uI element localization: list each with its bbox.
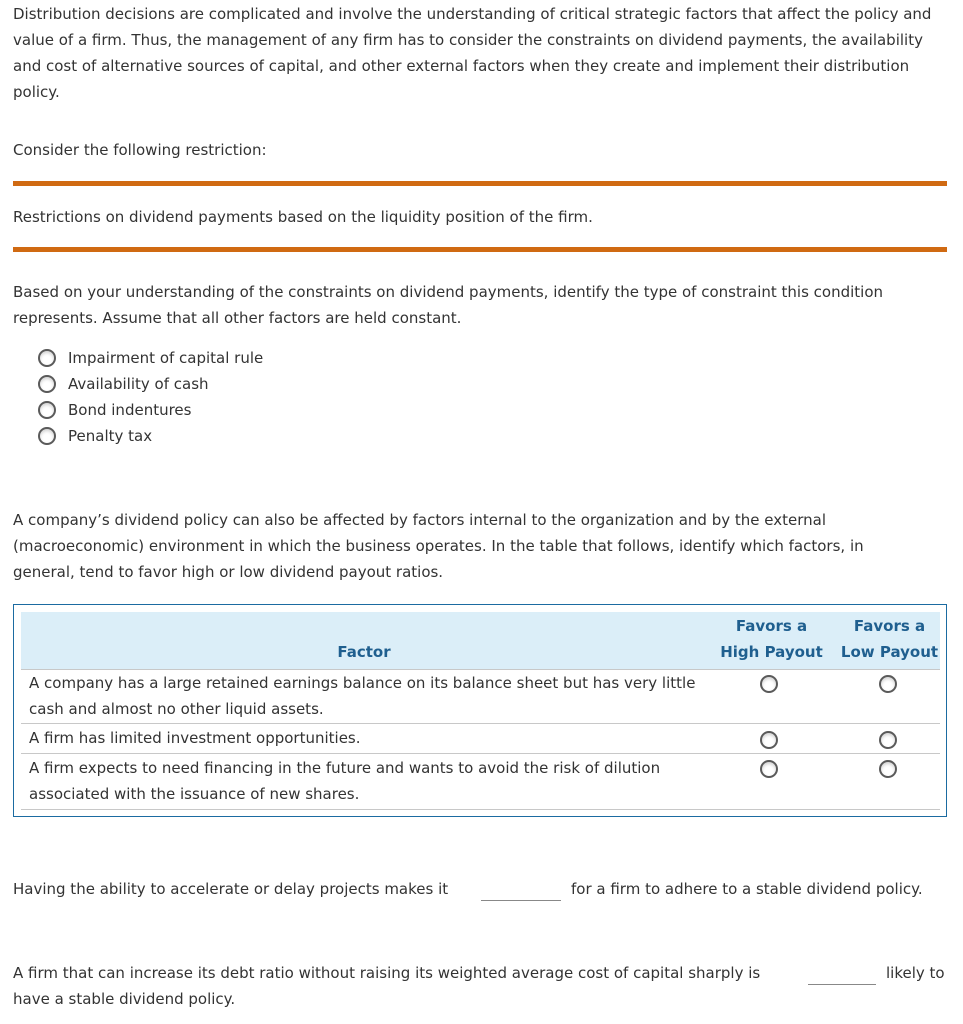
radio-button[interactable] xyxy=(38,349,56,367)
question2-prompt: A company’s dividend policy can also be affected by factors internal to the organization and by the external (macroeconomic) environment in which the business operates. In the table that follows, identify which factors, in general, tend to favor high or low dividend payout ratios. xyxy=(13,511,864,581)
option-label: Availability of cash xyxy=(68,375,209,393)
fill2-dropdown[interactable] xyxy=(808,984,876,985)
row2-high-payout-radio[interactable] xyxy=(760,731,778,749)
divider-top xyxy=(13,181,947,186)
row1-high-payout-radio[interactable] xyxy=(760,675,778,693)
option-bond-indentures[interactable] xyxy=(38,397,191,423)
option-label: Bond indentures xyxy=(68,401,192,419)
option-impairment-of-capital[interactable] xyxy=(38,345,263,371)
option-penalty-tax[interactable] xyxy=(38,423,152,449)
fill1-dropdown[interactable] xyxy=(481,900,561,901)
fill2-after: likely to xyxy=(886,964,945,982)
row3-low-payout-radio[interactable] xyxy=(879,760,897,778)
intro-paragraph: Distribution decisions are complicated and involve the understanding of critical strategic factors that affect the policy and value of a firm. Thus, the management of any firm has to consider the constraints on dividend payments, the availability and cost of alternative sources of capital, and other external factors when they create and implement their distribution policy. xyxy=(13,5,932,101)
factor-header: Factor xyxy=(337,643,391,661)
fill2-line2: have a stable dividend policy. xyxy=(13,990,236,1008)
option-label: Impairment of capital rule xyxy=(68,349,264,367)
row2-low-payout-radio[interactable] xyxy=(879,731,897,749)
row-divider xyxy=(21,809,940,810)
low-payout-header-line2: Low Payout xyxy=(840,643,939,661)
low-payout-header-line1: Favors a xyxy=(853,617,926,635)
divider-bottom xyxy=(13,247,947,252)
fill1-before: Having the ability to accelerate or delay projects makes it xyxy=(13,880,449,898)
row3-high-payout-radio[interactable] xyxy=(760,760,778,778)
table-row-factor-3: A firm expects to need financing in the future and wants to avoid the risk of dilution associated with the issuance of new shares. xyxy=(29,759,661,803)
row1-low-payout-radio[interactable] xyxy=(879,675,897,693)
table-row-factor-1: A company has a large retained earnings balance on its balance sheet but has very little cash and almost no other liquid assets. xyxy=(29,674,696,718)
radio-button[interactable] xyxy=(38,427,56,445)
factor-table xyxy=(13,604,947,817)
table-row-factor-2: A firm has limited investment opportunities. xyxy=(29,729,361,747)
high-payout-header-line1: Favors a xyxy=(735,617,808,635)
fill2-before: A firm that can increase its debt ratio without raising its weighted average cost of capital sharply is xyxy=(13,964,761,982)
option-availability-of-cash[interactable] xyxy=(38,371,209,397)
restriction-text: Restrictions on dividend payments based on the liquidity position of the firm. xyxy=(13,208,593,226)
row-divider xyxy=(21,753,940,754)
radio-button[interactable] xyxy=(38,375,56,393)
option-label: Penalty tax xyxy=(68,427,153,445)
row-divider xyxy=(21,723,940,724)
high-payout-header-line2: High Payout xyxy=(720,643,823,661)
question1-prompt: Based on your understanding of the constraints on dividend payments, identify the type of constraint this condition represents. Assume that all other factors are held constant. xyxy=(13,283,884,327)
radio-button[interactable] xyxy=(38,401,56,419)
consider-label: Consider the following restriction: xyxy=(13,141,267,159)
fill1-after: for a firm to adhere to a stable dividend policy. xyxy=(571,880,923,898)
